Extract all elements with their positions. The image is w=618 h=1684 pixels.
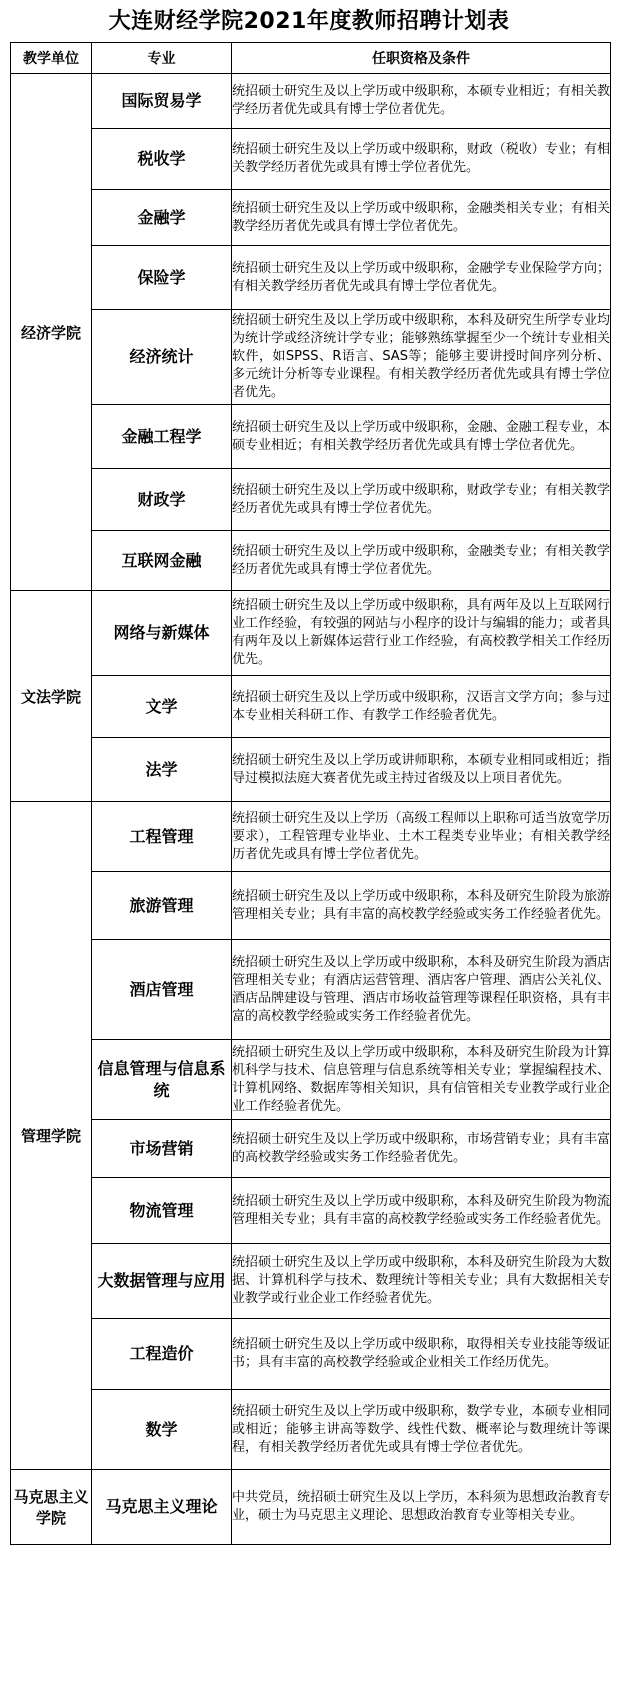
header-major: 专业 bbox=[92, 43, 232, 74]
requirement-cell: 统招硕士研究生及以上学历或中级职称，本科及研究生阶段为酒店管理相关专业；有酒店运营管理、酒店客户管理、酒店公关礼仪、酒店品牌建设与管理、酒店市场收益管理等课程任职资格，具有丰富的高校教学经验或实务工作经验者优先。 bbox=[232, 940, 611, 1040]
table-row bbox=[11, 738, 611, 802]
unit-cell: 经济学院 bbox=[11, 74, 92, 591]
requirement-cell: 统招硕士研究生及以上学历或中级职称，财政（税收）专业；有相关教学经历者优先或具有博士学位者优先。 bbox=[232, 129, 611, 190]
requirement-cell: 统招硕士研究生及以上学历或中级职称，具有两年及以上互联网行业工作经验，有较强的网站与小程序的设计与编辑的能力；或者具有两年及以上新媒体运营行业工作经验，有高校教学相关工作经历优先。 bbox=[232, 591, 611, 676]
major-cell: 马克思主义理论 bbox=[92, 1470, 232, 1545]
unit-cell: 文法学院 bbox=[11, 591, 92, 802]
table-row bbox=[11, 940, 611, 1040]
unit-cell: 管理学院 bbox=[11, 802, 92, 1470]
requirement-cell: 统招硕士研究生及以上学历或中级职称，本硕专业相近；有相关教学经历者优先或具有博士学位者优先。 bbox=[232, 74, 611, 129]
table-row bbox=[11, 310, 611, 405]
major-cell: 金融工程学 bbox=[92, 405, 232, 469]
requirement-cell: 统招硕士研究生及以上学历或中级职称，金融、金融工程专业，本硕专业相近；有相关教学经历者优先或具有博士学位者优先。 bbox=[232, 405, 611, 469]
major-cell: 税收学 bbox=[92, 129, 232, 190]
requirement-cell: 统招硕士研究生及以上学历或中级职称，本科及研究生阶段为物流管理相关专业；具有丰富的高校教学经验或实务工作经验者优先。 bbox=[232, 1178, 611, 1244]
table-row bbox=[11, 1040, 611, 1120]
major-cell: 经济统计 bbox=[92, 310, 232, 405]
table-row bbox=[11, 531, 611, 591]
requirement-cell: 中共党员，统招硕士研究生及以上学历，本科须为思想政治教育专业，硕士为马克思主义理论、思想政治教育专业等相关专业。 bbox=[232, 1470, 611, 1545]
table-row bbox=[11, 1390, 611, 1470]
requirement-cell: 统招硕士研究生及以上学历或中级职称，取得相关专业技能等级证书；具有丰富的高校教学经验或企业相关工作经历优先。 bbox=[232, 1319, 611, 1390]
recruitment-plan-table bbox=[10, 42, 611, 1545]
table-row bbox=[11, 1178, 611, 1244]
table-row bbox=[11, 1319, 611, 1390]
table-row bbox=[11, 1244, 611, 1319]
requirement-cell: 统招硕士研究生及以上学历或中级职称，金融类专业；有相关教学经历者优先或具有博士学位者优先。 bbox=[232, 531, 611, 591]
major-cell: 信息管理与信息系统 bbox=[92, 1040, 232, 1120]
table-row bbox=[11, 469, 611, 531]
table-row bbox=[11, 129, 611, 190]
header-unit: 教学单位 bbox=[11, 43, 92, 74]
major-cell: 工程管理 bbox=[92, 802, 232, 872]
page-title: 大连财经学院2021年度教师招聘计划表 bbox=[108, 9, 510, 34]
requirement-cell: 统招硕士研究生及以上学历（高级工程师以上职称可适当放宽学历要求），工程管理专业毕业、土木工程类专业毕业；有相关教学经历者优先或具有博士学位者优先。 bbox=[232, 802, 611, 872]
major-cell: 国际贸易学 bbox=[92, 74, 232, 129]
requirement-cell: 统招硕士研究生及以上学历或中级职称，数学专业，本硕专业相同或相近；能够主讲高等数学、线性代数、概率论与数理统计等课程，有相关教学经历者优先或具有博士学位者优先。 bbox=[232, 1390, 611, 1470]
major-cell: 金融学 bbox=[92, 190, 232, 246]
major-cell: 酒店管理 bbox=[92, 940, 232, 1040]
table-row bbox=[11, 1470, 611, 1545]
requirement-cell: 统招硕士研究生及以上学历或中级职称，汉语言文学方向；参与过本专业相关科研工作、有教学工作经验者优先。 bbox=[232, 676, 611, 738]
major-cell: 数学 bbox=[92, 1390, 232, 1470]
table-row bbox=[11, 802, 611, 872]
table-row bbox=[11, 74, 611, 129]
table-row bbox=[11, 591, 611, 676]
requirement-cell: 统招硕士研究生及以上学历或中级职称，金融类相关专业；有相关教学经历者优先或具有博士学位者优先。 bbox=[232, 190, 611, 246]
major-cell: 互联网金融 bbox=[92, 531, 232, 591]
header-requirements: 任职资格及条件 bbox=[232, 43, 611, 74]
major-cell: 保险学 bbox=[92, 246, 232, 310]
unit-cell: 马克思主义学院 bbox=[11, 1470, 92, 1545]
major-cell: 文学 bbox=[92, 676, 232, 738]
major-cell: 财政学 bbox=[92, 469, 232, 531]
table-row bbox=[11, 1120, 611, 1178]
table-row bbox=[11, 190, 611, 246]
requirement-cell: 统招硕士研究生及以上学历或中级职称，金融学专业保险学方向；有相关教学经历者优先或具有博士学位者优先。 bbox=[232, 246, 611, 310]
table-row bbox=[11, 872, 611, 940]
major-cell: 大数据管理与应用 bbox=[92, 1244, 232, 1319]
table-header-row bbox=[11, 43, 611, 74]
major-cell: 市场营销 bbox=[92, 1120, 232, 1178]
requirement-cell: 统招硕士研究生及以上学历或中级职称，市场营销专业；具有丰富的高校教学经验或实务工作经验者优先。 bbox=[232, 1120, 611, 1178]
major-cell: 法学 bbox=[92, 738, 232, 802]
table-row bbox=[11, 246, 611, 310]
major-cell: 物流管理 bbox=[92, 1178, 232, 1244]
table-body bbox=[11, 74, 611, 1545]
requirement-cell: 统招硕士研究生及以上学历或讲师职称，本硕专业相同或相近；指导过模拟法庭大赛者优先或主持过省级及以上项目者优先。 bbox=[232, 738, 611, 802]
requirement-cell: 统招硕士研究生及以上学历或中级职称，本科及研究生阶段为旅游管理相关专业；具有丰富的高校教学经验或实务工作经验者优先。 bbox=[232, 872, 611, 940]
requirement-cell: 统招硕士研究生及以上学历或中级职称，本科及研究生阶段为计算机科学与技术、信息管理与信息系统等相关专业；掌握编程技术、计算机网络、数据库等相关知识，具有信管相关专业教学或行业企业工作经验者优先。 bbox=[232, 1040, 611, 1120]
table-row bbox=[11, 676, 611, 738]
requirement-cell: 统招硕士研究生及以上学历或中级职称，财政学专业；有相关教学经历者优先或具有博士学位者优先。 bbox=[232, 469, 611, 531]
major-cell: 网络与新媒体 bbox=[92, 591, 232, 676]
requirement-cell: 统招硕士研究生及以上学历或中级职称，本科及研究生所学专业均为统计学或经济统计学专业；能够熟练掌握至少一个统计专业相关软件，如SPSS、R语言、SAS等；能够主要讲授时间序列分析、多元统计分析等专业课程。有相关教学经历者优先或具有博士学位者优先。 bbox=[232, 310, 611, 405]
major-cell: 工程造价 bbox=[92, 1319, 232, 1390]
requirement-cell: 统招硕士研究生及以上学历或中级职称，本科及研究生阶段为大数据、计算机科学与技术、数理统计等相关专业；具有大数据相关专业教学或行业企业工作经验者优先。 bbox=[232, 1244, 611, 1319]
table-row bbox=[11, 405, 611, 469]
major-cell: 旅游管理 bbox=[92, 872, 232, 940]
